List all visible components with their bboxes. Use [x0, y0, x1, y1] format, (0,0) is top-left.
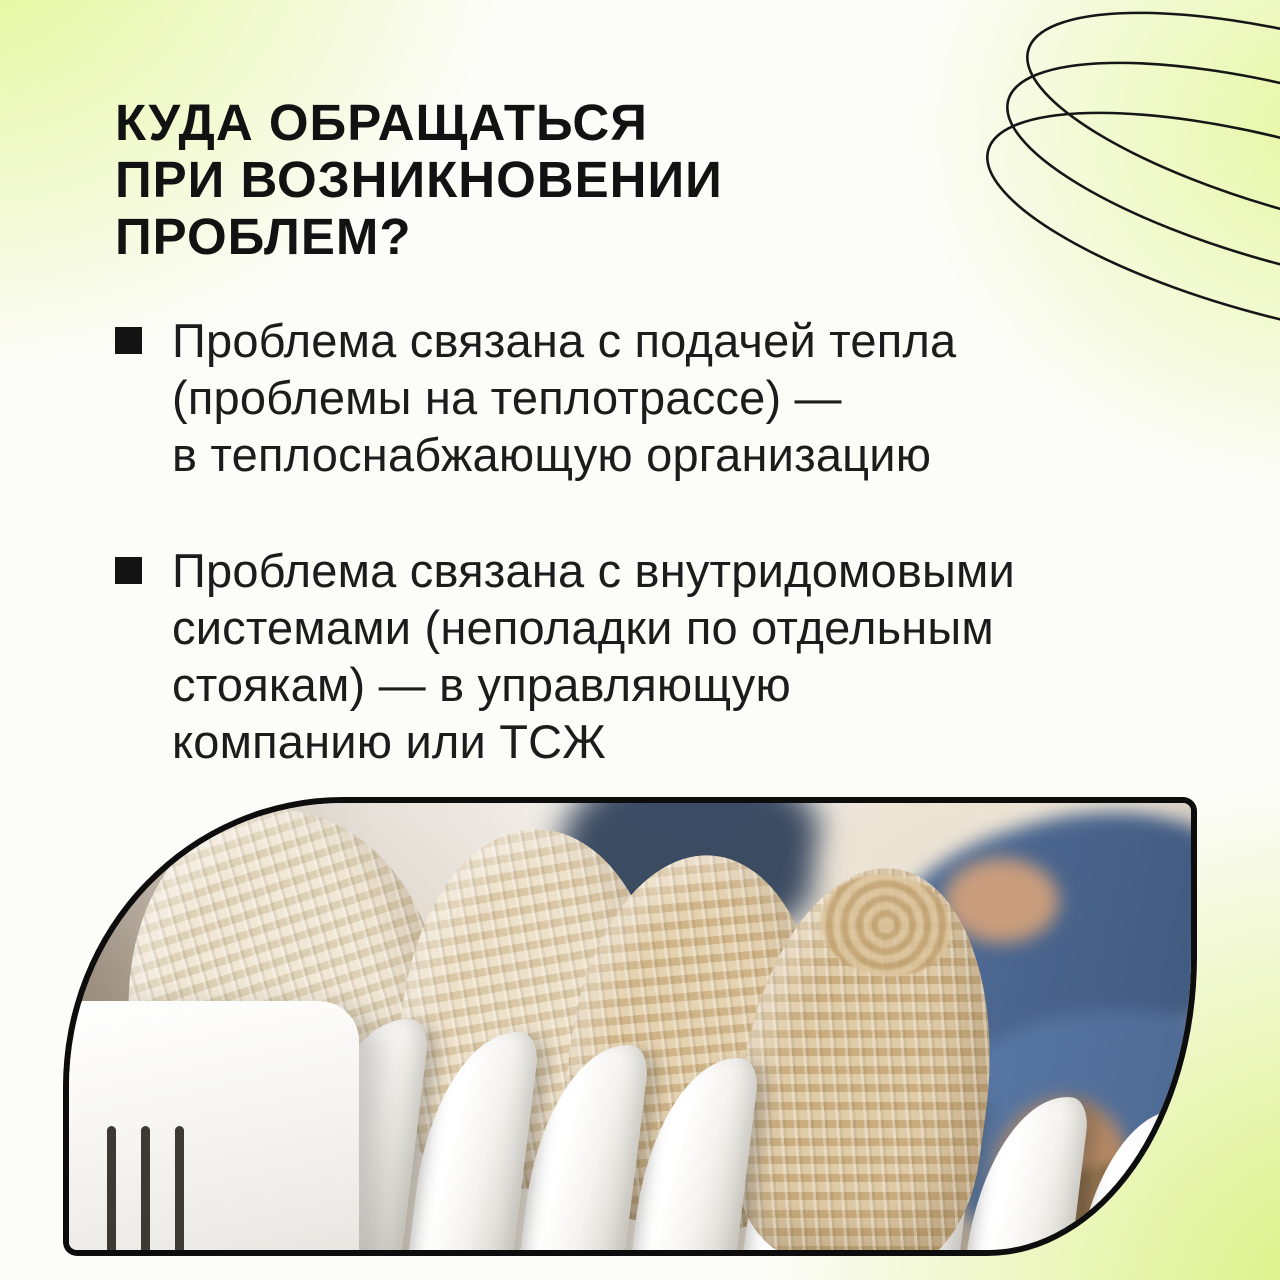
square-bullet-icon — [115, 327, 142, 354]
photo-scene — [69, 803, 1191, 1250]
bullet-text — [172, 542, 1015, 770]
radiator-end-cap — [63, 1001, 359, 1256]
bullet-text-line: Проблема связана с внутридомовыми — [172, 544, 1016, 597]
radiator-vent-slit — [175, 1126, 184, 1256]
square-bullet-icon — [115, 557, 142, 584]
bullet-text-line: стоякам) — в управляющую — [172, 658, 791, 711]
radiator-vent-slit — [107, 1126, 116, 1256]
radiator-vent-slit — [141, 1126, 150, 1256]
ellipses-decoration-icon — [980, 0, 1280, 400]
bullet-item-indoor-systems — [115, 542, 1015, 770]
bullet-text-line: системами (неполадки по отдельным — [172, 601, 994, 654]
bullet-text-line: компанию или ТСЖ — [172, 715, 606, 768]
bullet-text-line: Проблема связана с подачей тепла — [172, 314, 957, 367]
page-title — [115, 94, 723, 265]
bullet-text — [172, 312, 956, 483]
bullet-item-heat-supply — [115, 312, 956, 483]
photo-socks-on-radiator — [63, 797, 1197, 1256]
page-title-line: ПРОБЛЕМ? — [115, 208, 412, 266]
bullet-text-line: в теплоснабжающую организацию — [172, 428, 932, 481]
bullet-text-line: (проблемы на теплотрассе) — — [172, 371, 842, 424]
page-title-line: КУДА ОБРАЩАТЬСЯ — [115, 94, 648, 151]
page-title-line: ПРИ ВОЗНИКНОВЕНИИ — [115, 151, 723, 209]
